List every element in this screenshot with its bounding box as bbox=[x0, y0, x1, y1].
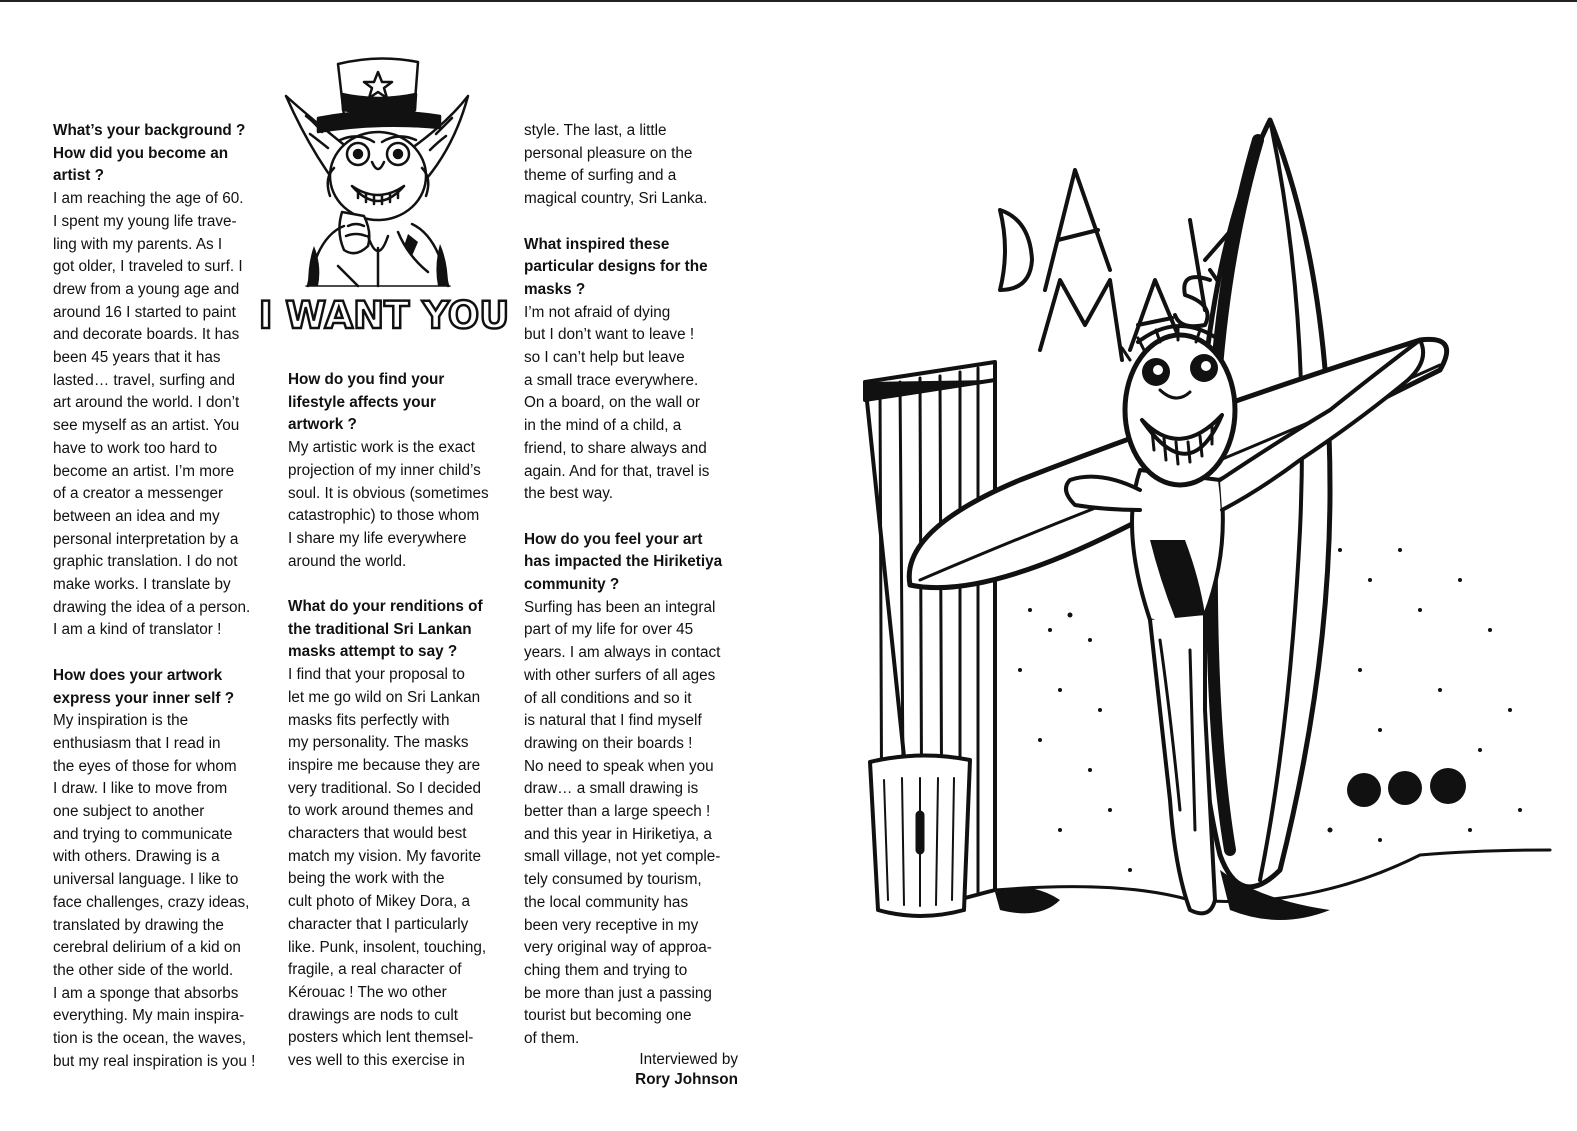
text-line: fragile, a real character of bbox=[288, 961, 462, 979]
text-line: the local community has bbox=[524, 893, 689, 911]
question-community-impact bbox=[524, 529, 749, 597]
page-top-border bbox=[0, 0, 1577, 2]
text-line: What’s your background ? bbox=[53, 122, 246, 139]
text-line: art around the world. I don’t bbox=[53, 394, 240, 412]
text-line: and this year in Hiriketiya, a bbox=[524, 825, 712, 843]
answer-sri-lankan-masks bbox=[288, 664, 513, 1073]
text-line: On a board, on the wall or bbox=[524, 394, 701, 412]
text-line: being the work with the bbox=[288, 870, 445, 888]
text-line: with others. Drawing is a bbox=[53, 848, 220, 866]
text-line: I draw. I like to move from bbox=[53, 780, 228, 798]
text-line: magical country, Sri Lanka. bbox=[524, 190, 708, 208]
text-line: I am a kind of translator ! bbox=[53, 621, 222, 639]
text-line: I spent my young life trave- bbox=[53, 212, 237, 230]
dot-1 bbox=[1347, 773, 1381, 807]
text-line: has impacted the Hiriketiya bbox=[524, 553, 723, 571]
text-line: been 45 years that it has bbox=[53, 349, 221, 367]
text-line: enthusiasm that I read in bbox=[53, 734, 221, 752]
text-line: of all conditions and so it bbox=[524, 689, 692, 707]
text-line: see myself as an artist. You bbox=[53, 417, 240, 435]
text-line: cerebral delirium of a kid on bbox=[53, 939, 241, 957]
text-line: the other side of the world. bbox=[53, 962, 234, 979]
text-line: the best way. bbox=[524, 485, 613, 503]
text-line: characters that would best bbox=[288, 825, 467, 843]
interviewer-credit-label: Interviewed by bbox=[639, 1051, 738, 1068]
text-line: I am reaching the age of 60. bbox=[53, 190, 244, 208]
answer-lifestyle bbox=[288, 437, 513, 573]
text-line: very original way of approa- bbox=[524, 939, 712, 957]
text-line: have to work too hard to bbox=[53, 439, 218, 457]
text-line: style. The last, a little bbox=[524, 122, 667, 139]
question-sri-lankan-masks bbox=[288, 596, 513, 664]
surfer-mask-illustration bbox=[860, 110, 1560, 960]
text-line: character that I particularly bbox=[288, 915, 469, 933]
text-line: part of my life for over 45 bbox=[524, 621, 694, 639]
text-line: friend, to share always and bbox=[524, 439, 707, 457]
text-line: I’m not afraid of dying bbox=[524, 303, 671, 321]
uncle-sam-mask-illustration bbox=[258, 36, 510, 338]
text-line: artwork ? bbox=[288, 416, 357, 434]
text-line: I share my life everywhere bbox=[288, 529, 467, 547]
text-line: be more than just a passing bbox=[524, 984, 712, 1002]
text-line: become an artist. I’m more bbox=[53, 462, 235, 480]
text-line: tourist but becoming one bbox=[524, 1007, 692, 1025]
text-line: posters which lent themsel- bbox=[288, 1029, 474, 1047]
question-inspiration bbox=[524, 234, 749, 302]
text-line: like. Punk, insolent, touching, bbox=[288, 938, 487, 956]
answer-background bbox=[53, 188, 278, 642]
text-line: Kérouac ! The wo other bbox=[288, 983, 447, 1001]
text-line: ching them and trying to bbox=[524, 961, 688, 979]
text-line: ves well to this exercise in bbox=[288, 1052, 465, 1070]
text-line: make works. I translate by bbox=[53, 576, 231, 594]
text-line: particular designs for the bbox=[524, 258, 708, 276]
text-line: the eyes of those for whom bbox=[53, 757, 237, 775]
answer-inner-self bbox=[53, 710, 278, 1073]
text-line: masks attempt to say ? bbox=[288, 643, 458, 661]
text-line: but I don’t want to leave ! bbox=[524, 326, 695, 344]
text-line: to work around themes and bbox=[288, 802, 474, 820]
text-line: graphic translation. I do not bbox=[53, 553, 238, 571]
text-line: and trying to communicate bbox=[53, 825, 233, 843]
text-line: universal language. I like to bbox=[53, 871, 239, 889]
text-line: I find that your proposal to bbox=[288, 666, 465, 684]
text-line: inspire me because they are bbox=[288, 756, 481, 774]
text-line: around the world. bbox=[288, 552, 407, 570]
text-line: My inspiration is the bbox=[53, 712, 189, 730]
text-line: I am a sponge that absorbs bbox=[53, 984, 239, 1002]
text-line: small village, not yet comple- bbox=[524, 848, 721, 866]
text-line: personal interpretation by a bbox=[53, 530, 239, 548]
text-line: How does your artwork bbox=[53, 666, 223, 684]
text-line: drew from a young age and bbox=[53, 280, 240, 298]
text-line: drawing the idea of a person. bbox=[53, 598, 251, 616]
text-line: been very receptive in my bbox=[524, 916, 699, 934]
text-line: draw… a small drawing is bbox=[524, 780, 699, 798]
text-line: masks ? bbox=[524, 280, 586, 298]
text-line: express your inner self ? bbox=[53, 689, 235, 707]
text-line: let me go wild on Sri Lankan bbox=[288, 688, 481, 706]
text-line: match my vision. My favorite bbox=[288, 847, 481, 865]
question-background bbox=[53, 120, 278, 188]
text-line: masks fits perfectly with bbox=[288, 711, 450, 729]
text-line: again. And for that, travel is bbox=[524, 462, 710, 480]
text-line: cult photo of Mikey Dora, a bbox=[288, 893, 470, 911]
text-line: everything. My main inspira- bbox=[53, 1007, 245, 1025]
text-line: artist ? bbox=[53, 167, 104, 185]
answer-masks-continued bbox=[524, 120, 749, 211]
text-line: a small trace everywhere. bbox=[524, 371, 699, 389]
question-inner-self bbox=[53, 665, 278, 710]
question-lifestyle bbox=[288, 369, 513, 437]
answer-community-impact bbox=[524, 597, 749, 1051]
dot-3 bbox=[1430, 768, 1466, 804]
i-want-you-lettering: I WANT YOU bbox=[258, 294, 510, 337]
text-line: How did you become an bbox=[53, 144, 229, 162]
text-line: of a creator a messenger bbox=[53, 485, 224, 503]
text-line: lifestyle affects your bbox=[288, 393, 436, 411]
text-line: very traditional. So I decided bbox=[288, 779, 482, 797]
text-line: between an idea and my bbox=[53, 507, 220, 525]
text-line: translated by drawing the bbox=[53, 916, 224, 934]
text-line: and decorate boards. It has bbox=[53, 326, 240, 344]
text-line: Surfing has been an integral bbox=[524, 598, 716, 616]
text-line: What inspired these bbox=[524, 235, 670, 253]
text-line: drawing on their boards ! bbox=[524, 734, 693, 752]
article-column-2 bbox=[288, 369, 513, 1073]
text-line: theme of surfing and a bbox=[524, 167, 677, 185]
text-line: What do your renditions of bbox=[288, 598, 483, 616]
text-line: How do you find your bbox=[288, 371, 445, 388]
text-line: No need to speak when you bbox=[524, 757, 714, 775]
text-line: face challenges, crazy ideas, bbox=[53, 893, 250, 911]
text-line: tion is the ocean, the waves, bbox=[53, 1030, 247, 1048]
text-line: in the mind of a child, a bbox=[524, 417, 682, 435]
text-line: got older, I traveled to surf. I bbox=[53, 258, 243, 276]
text-line: so I can’t help but leave bbox=[524, 349, 685, 367]
text-line: catastrophic) to those whom bbox=[288, 507, 480, 525]
text-line: the traditional Sri Lankan bbox=[288, 620, 472, 638]
article-column-1 bbox=[53, 120, 278, 1074]
text-line: with other surfers of all ages bbox=[524, 666, 716, 684]
text-line: tely consumed by tourism, bbox=[524, 871, 702, 889]
text-line: personal pleasure on the bbox=[524, 144, 693, 162]
text-line: is natural that I find myself bbox=[524, 712, 702, 730]
text-line: better than a large speech ! bbox=[524, 803, 711, 821]
dot-2 bbox=[1388, 771, 1422, 805]
text-line: lasted… travel, surfing and bbox=[53, 371, 235, 389]
interviewer-name: Rory Johnson bbox=[635, 1071, 738, 1088]
text-line: soul. It is obvious (sometimes bbox=[288, 484, 489, 502]
article-column-3 bbox=[524, 120, 749, 1051]
text-line: projection of my inner child’s bbox=[288, 461, 481, 479]
text-line: of them. bbox=[524, 1030, 580, 1048]
text-line: community ? bbox=[524, 576, 620, 594]
text-line: How do you feel your art bbox=[524, 530, 703, 548]
text-line: years. I am always in contact bbox=[524, 644, 721, 662]
text-line: my personality. The masks bbox=[288, 734, 469, 752]
text-line: around 16 I started to paint bbox=[53, 303, 236, 321]
text-line: My artistic work is the exact bbox=[288, 439, 476, 457]
text-line: one subject to another bbox=[53, 803, 205, 821]
answer-inspiration bbox=[524, 302, 749, 506]
text-line: drawings are nods to cult bbox=[288, 1006, 459, 1024]
text-line: but my real inspiration is you ! bbox=[53, 1052, 256, 1070]
text-line: ling with my parents. As I bbox=[53, 235, 223, 253]
